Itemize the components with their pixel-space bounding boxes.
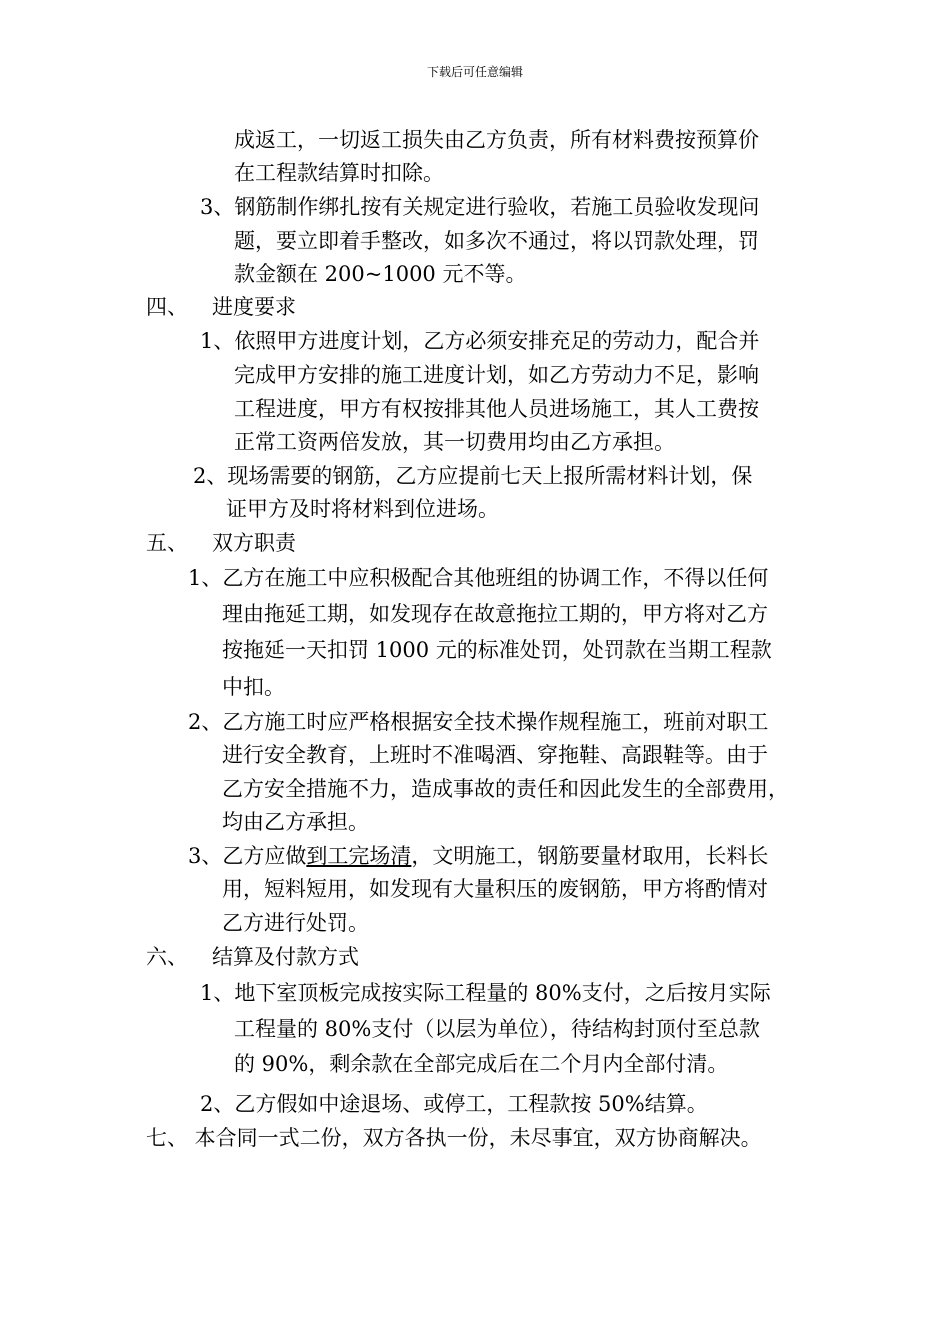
list-item: 3、钢筋制作绑扎按有关规定进行验收，若施工员验收发现问 [200,195,760,219]
section-number: 四、 [146,295,188,319]
paragraph-line: 用，短料短用，如发现有大量积压的废钢筋，甲方将酌情对 [222,877,768,901]
section-number: 五、 [146,531,188,555]
paragraph-line: 进行安全教育，上班时不准喝酒、穿拖鞋、高跟鞋等。由于 [222,743,768,767]
paragraph-line: 正常工资两倍发放，其一切费用均由乙方承担。 [234,430,675,454]
underlined-phrase: 到工完场清 [306,844,412,868]
list-item [188,843,768,869]
paragraph-line: 完成甲方安排的施工进度计划，如乙方劳动力不足，影响 [234,363,759,387]
paragraph-line: 工程量的 80%支付（以层为单位），待结构封顶付至总款 [234,1017,760,1041]
paragraph-line: 中扣。 [222,675,285,699]
section-title: 结算及付款方式 [212,945,359,969]
paragraph-line: 题，要立即着手整改，如多次不通过，将以罚款处理，罚 [234,229,759,253]
list-item: 1、地下室顶板完成按实际工程量的 80%支付，之后按月实际 [200,981,771,1005]
paragraph-line: 均由乙方承担。 [222,810,369,834]
paragraph-line: 证甲方及时将材料到位进场。 [226,497,499,521]
section-title: 进度要求 [212,295,296,319]
list-item-text: 3、乙方应做 [188,844,307,868]
list-item: 2、现场需要的钢筋，乙方应提前七天上报所需材料计划，保 [193,464,753,488]
list-item: 2、乙方假如中途退场、或停工，工程款按 50%结算。 [200,1092,708,1116]
list-item-text: ，文明施工，钢筋要量材取用，长料长 [411,844,769,868]
paragraph-line: 理由拖延工期，如发现存在故意拖拉工期的，甲方将对乙方 [222,602,768,626]
section-title: 双方职责 [212,531,296,555]
paragraph-line: 的 90%，剩余款在全部完成后在二个月内全部付清。 [234,1052,729,1076]
paragraph-line: 款金额在 200~1000 元不等。 [234,262,527,286]
section-line: 七、 本合同一式二份，双方各执一份，未尽事宜，双方协商解决。 [146,1126,762,1150]
page-header: 下载后可任意编辑 [426,65,523,79]
section-number: 六、 [146,945,188,969]
list-item: 1、依照甲方进度计划，乙方必须安排充足的劳动力，配合并 [200,329,760,353]
paragraph-line: 乙方安全措施不力，造成事故的责任和因此发生的全部费用， [222,777,789,801]
paragraph-line: 按拖延一天扣罚 1000 元的标准处罚，处罚款在当期工程款 [222,638,772,662]
list-item: 1、乙方在施工中应积极配合其他班组的协调工作，不得以任何 [188,566,769,590]
list-item: 2、乙方施工时应严格根据安全技术操作规程施工，班前对职工 [188,710,769,734]
paragraph-line: 乙方进行处罚。 [222,911,369,935]
paragraph-line: 在工程款结算时扣除。 [234,161,444,185]
paragraph-line: 成返工，一切返工损失由乙方负责，所有材料费按预算价 [234,128,759,152]
paragraph-line: 工程进度，甲方有权按排其他人员进场施工，其人工费按 [234,397,759,421]
